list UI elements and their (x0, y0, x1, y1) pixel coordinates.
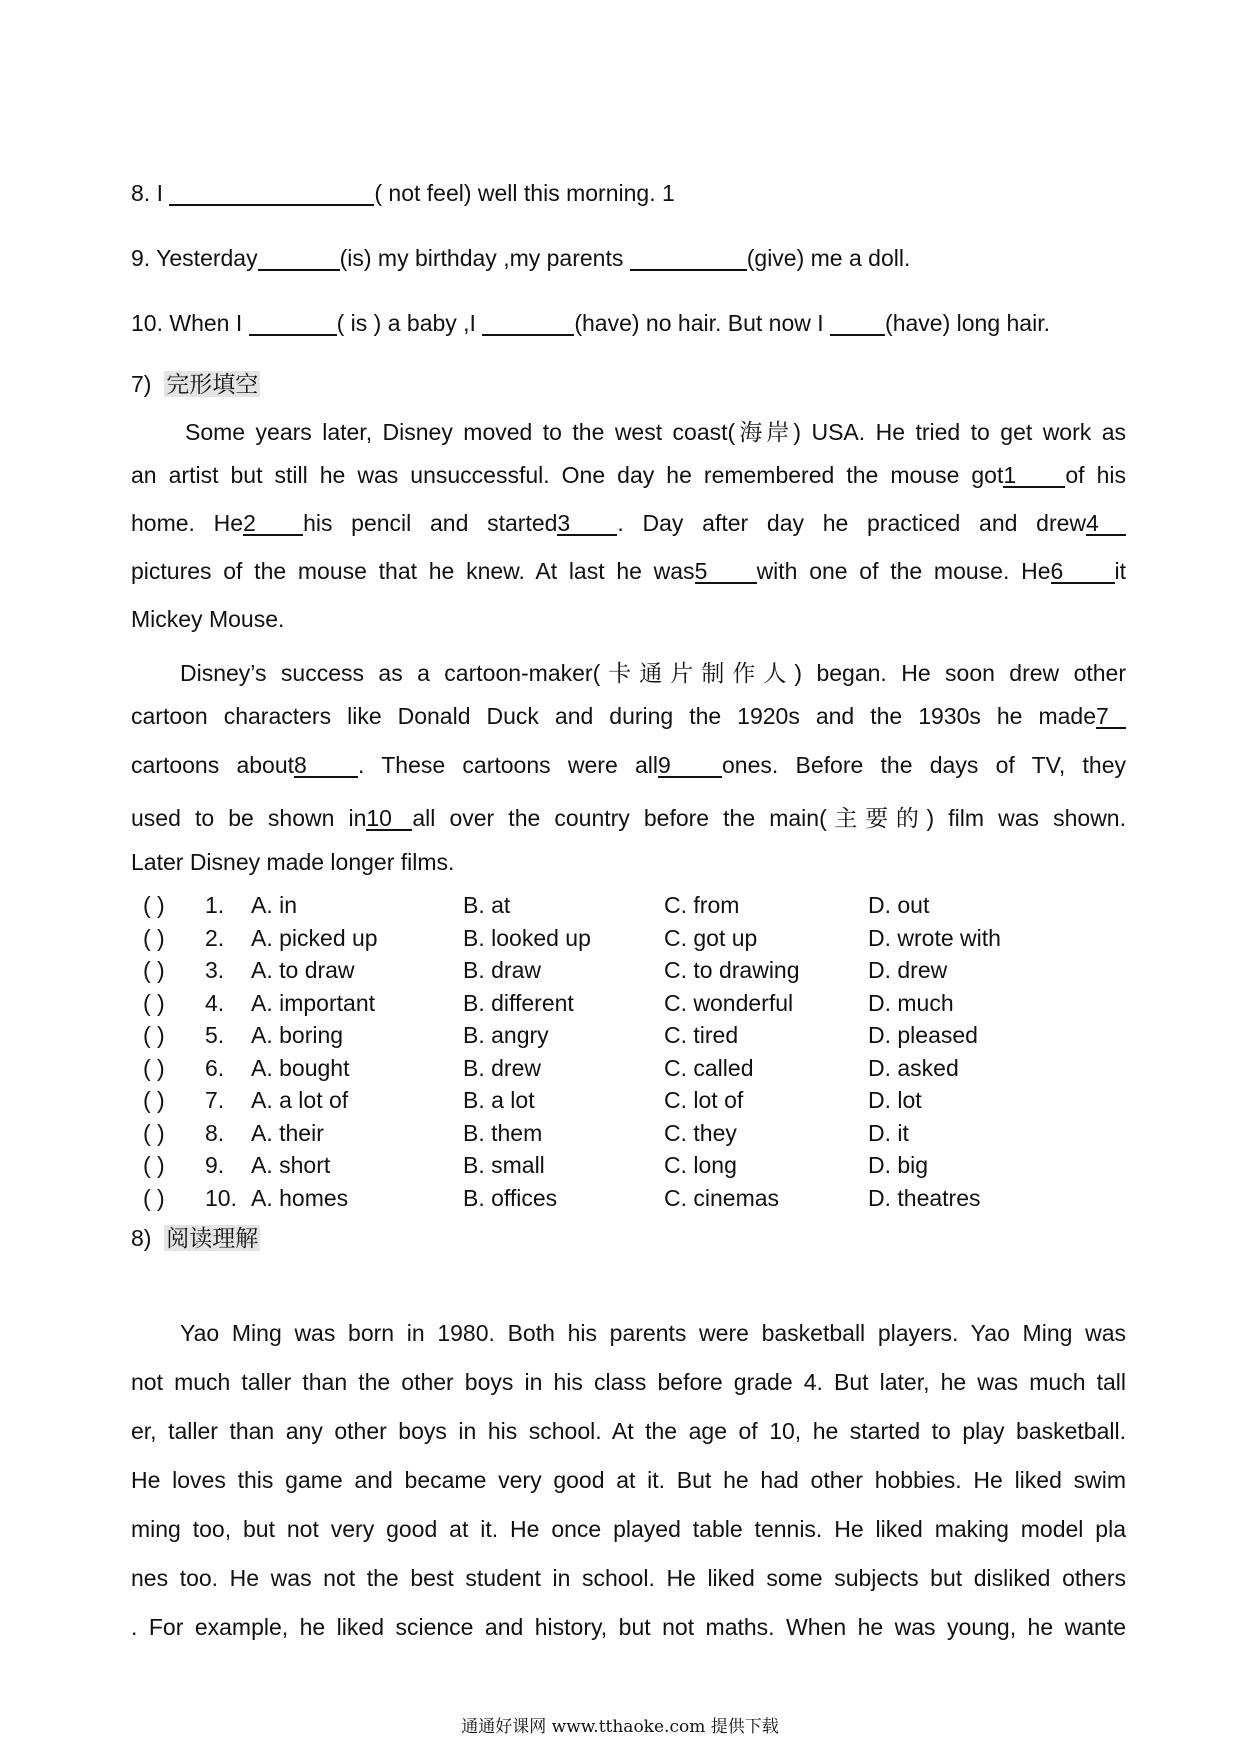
option-b[interactable]: B. draw (463, 957, 541, 983)
option-c[interactable]: C. lot of (664, 1087, 744, 1113)
reading-text: Yao Ming was born in 1980. Both his parents were basketball players. Yao Ming was (180, 1320, 1126, 1346)
cloze-text: pictures of the mouse that he knew. At last he was (131, 558, 695, 584)
option-number: 3. (205, 957, 225, 983)
cloze-blank-3[interactable]: 3 (557, 512, 617, 536)
option-c[interactable]: C. from (664, 892, 740, 918)
section-8-heading (131, 1220, 260, 1253)
option-d[interactable]: D. big (868, 1152, 929, 1178)
option-number: 6. (205, 1054, 225, 1081)
option-number: 10. (205, 1184, 237, 1211)
option-d[interactable]: D. theatres (868, 1184, 981, 1211)
q10-text: 10. When I (131, 310, 249, 336)
option-b[interactable]: B. looked up (463, 924, 591, 951)
option-a[interactable]: A. a lot of (251, 1087, 349, 1113)
cloze-text: ones. Before the days of TV, they (722, 752, 1126, 778)
reading-line-1 (131, 1320, 1126, 1347)
answer-paren[interactable]: ( ) (143, 1054, 165, 1081)
answer-paren[interactable]: ( ) (143, 957, 165, 983)
cloze-blank-10[interactable]: 10 (366, 807, 412, 831)
option-d[interactable]: D. lot (868, 1087, 922, 1113)
option-number: 4. (205, 989, 225, 1016)
cloze-text: his pencil and started (303, 510, 558, 536)
q9-text-end: (give) me a doll. (746, 245, 911, 271)
q9-text: 9. Yesterday (131, 245, 258, 271)
cloze-line-3 (131, 510, 1126, 537)
option-a[interactable]: A. homes (251, 1184, 349, 1211)
option-c[interactable]: C. long (664, 1152, 737, 1178)
option-d[interactable]: D. pleased (868, 1022, 978, 1048)
cloze-text: with one of the mouse. He (756, 558, 1051, 584)
question-9 (131, 245, 910, 272)
option-c[interactable]: C. tired (664, 1022, 739, 1048)
section-7-title: 完形填空 (166, 371, 259, 397)
reading-text: nes too. He was not the best student in school. He liked some subjects but disliked others (131, 1565, 1126, 1591)
cloze-text: cartoon characters like Donald Duck and during the 1920s and the 1930s he made (131, 703, 1096, 729)
answer-paren[interactable]: ( ) (143, 1087, 165, 1113)
q10-text-mid1: ( is ) a baby ,I (336, 310, 483, 336)
footer-source: 通通好课网 www.tthaoke.com 提供下载 (461, 1717, 779, 1737)
option-b[interactable]: B. angry (463, 1022, 549, 1048)
cloze-text: an artist but still he was unsuccessful. One day he remembered the mouse got (131, 462, 1004, 488)
option-c[interactable]: C. wonderful (664, 989, 794, 1016)
cloze-text: Some years later, Disney moved to the west coast(海岸) USA. He tried to get work as (185, 419, 1126, 445)
cloze-line-4 (131, 558, 1126, 585)
cloze-line-5 (131, 606, 284, 633)
cloze-blank-4[interactable]: 4 (1086, 512, 1126, 536)
cloze-text: cartoons about (131, 752, 295, 778)
cloze-blank-9[interactable]: 9 (658, 754, 722, 778)
cloze-line-10 (131, 849, 454, 876)
cloze-text: it (1114, 558, 1126, 584)
q9-text-mid: (is) my birthday ,my parents (339, 245, 630, 271)
answer-paren[interactable]: ( ) (143, 892, 165, 918)
cloze-line-1 (131, 414, 1126, 447)
option-a[interactable]: A. in (251, 892, 298, 918)
cloze-text: . These cartoons were all (358, 752, 659, 778)
section-8-number: 8) (131, 1225, 152, 1251)
option-b[interactable]: B. a lot (463, 1087, 535, 1113)
option-a[interactable]: A. to draw (251, 957, 355, 983)
option-d[interactable]: D. much (868, 989, 954, 1016)
option-number: 8. (205, 1119, 225, 1146)
answer-paren[interactable]: ( ) (143, 924, 165, 951)
reading-text: er, taller than any other boys in his school. At the age of 10, he started to play basketball. (131, 1418, 1126, 1444)
option-d[interactable]: D. it (868, 1119, 909, 1146)
reading-text: He loves this game and became very good at it. But he had other hobbies. He liked swim (131, 1467, 1126, 1493)
q9-blank-1[interactable] (258, 247, 340, 271)
option-a[interactable]: A. bought (251, 1054, 350, 1081)
cloze-blank-2[interactable]: 2 (243, 512, 303, 536)
option-d[interactable]: D. wrote with (868, 924, 1001, 951)
option-c[interactable]: C. they (664, 1119, 737, 1146)
option-b[interactable]: B. at (463, 892, 511, 918)
question-8 (131, 180, 675, 207)
q10-blank-1[interactable] (249, 312, 337, 336)
cloze-text: Later Disney made longer films. (131, 849, 455, 875)
cloze-text: home. He (131, 510, 244, 536)
cloze-text: all over the country before the main(主要的) film was shown. (412, 805, 1126, 831)
option-b[interactable]: B. them (463, 1119, 543, 1146)
cloze-text: Mickey Mouse. (131, 606, 285, 632)
answer-paren[interactable]: ( ) (143, 1152, 165, 1178)
q10-text-end: (have) long hair. (885, 310, 1050, 336)
cloze-line-6 (131, 655, 1126, 688)
section-7-number: 7) (131, 371, 152, 397)
q9-blank-2[interactable] (630, 247, 747, 271)
section-7-heading (131, 366, 260, 399)
question-10 (131, 310, 1050, 337)
answer-paren[interactable]: ( ) (143, 989, 165, 1016)
section-8-title: 阅读理解 (166, 1225, 259, 1251)
option-b[interactable]: B. small (463, 1152, 545, 1178)
reading-line-2 (131, 1369, 1126, 1396)
reading-text: not much taller than the other boys in his class before grade 4. But later, he was much tall (131, 1369, 1126, 1395)
option-c[interactable]: C. cinemas (664, 1184, 780, 1211)
reading-line-3 (131, 1418, 1126, 1445)
option-a[interactable]: A. picked up (251, 924, 378, 951)
cloze-blank-6[interactable]: 6 (1051, 560, 1115, 584)
answer-paren[interactable]: ( ) (143, 1022, 165, 1048)
option-number: 5. (205, 1022, 225, 1048)
cloze-line-7 (131, 703, 1126, 730)
option-c[interactable]: C. got up (664, 924, 758, 951)
reading-text: . For example, he liked science and history, but not maths. When he was young, he wante (131, 1614, 1126, 1640)
reading-line-5 (131, 1516, 1126, 1543)
q10-blank-3[interactable] (830, 312, 885, 336)
option-d[interactable]: D. drew (868, 957, 948, 983)
option-c[interactable]: C. called (664, 1054, 754, 1081)
option-a[interactable]: A. boring (251, 1022, 344, 1048)
reading-line-6 (131, 1565, 1126, 1592)
option-a[interactable]: A. their (251, 1119, 324, 1146)
option-a[interactable]: A. short (251, 1152, 331, 1178)
reading-line-7 (131, 1614, 1126, 1641)
option-b[interactable]: B. drew (463, 1054, 541, 1081)
option-c[interactable]: C. to drawing (664, 957, 800, 983)
cloze-blank-1[interactable]: 1 (1003, 464, 1065, 488)
option-number: 7. (205, 1087, 225, 1113)
cloze-blank-7[interactable]: 7 (1096, 705, 1126, 729)
option-d[interactable]: D. out (868, 892, 930, 918)
q8-blank[interactable] (169, 182, 374, 206)
q8-text-end: ( not feel) well this morning. 1 (374, 180, 675, 206)
cloze-blank-8[interactable]: 8 (294, 754, 358, 778)
option-a[interactable]: A. important (251, 989, 375, 1016)
cloze-line-9 (131, 800, 1126, 833)
q10-text-mid2: (have) no hair. But now I (574, 310, 831, 336)
reading-text: ming too, but not very good at it. He once played table tennis. He liked making model pla (131, 1516, 1126, 1542)
reading-line-4 (131, 1467, 1126, 1494)
option-number: 9. (205, 1152, 225, 1178)
cloze-line-2 (131, 462, 1126, 489)
q10-blank-2[interactable] (482, 312, 574, 336)
cloze-text: of his (1065, 462, 1126, 488)
cloze-text: Disney’s success as a cartoon-maker(卡通片制作人) began. He soon drew other (180, 660, 1126, 686)
option-number: 2. (205, 924, 225, 951)
option-number: 1. (205, 892, 225, 918)
cloze-blank-5[interactable]: 5 (695, 560, 757, 584)
cloze-line-8 (131, 752, 1126, 779)
cloze-text: used to be shown in (131, 805, 367, 831)
answer-paren[interactable]: ( ) (143, 1119, 165, 1146)
option-b[interactable]: B. different (463, 989, 574, 1016)
option-d[interactable]: D. asked (868, 1054, 959, 1081)
cloze-text: . Day after day he practiced and drew (617, 510, 1087, 536)
option-b[interactable]: B. offices (463, 1184, 558, 1211)
q8-text: 8. I (131, 180, 170, 206)
answer-paren[interactable]: ( ) (143, 1184, 165, 1211)
